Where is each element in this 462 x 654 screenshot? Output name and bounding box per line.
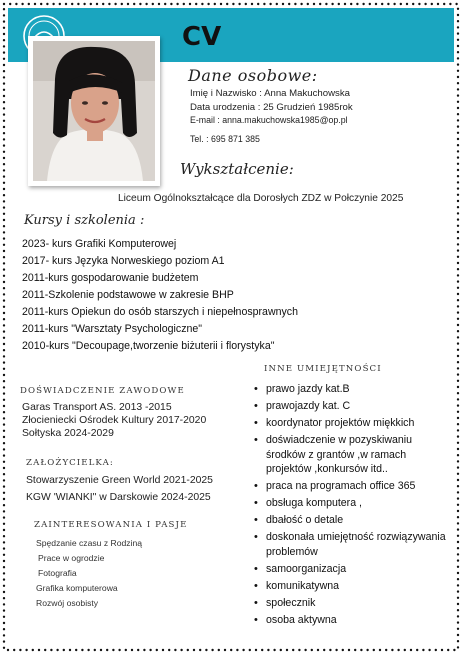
interests-heading: ZAINTERESOWANIA I PASJE <box>34 520 188 530</box>
list-item: • dbałość o detale <box>254 513 454 528</box>
interests-list <box>36 536 142 611</box>
list-item: • prawojazdy kat. C <box>254 399 454 414</box>
other-skills-list <box>254 382 454 630</box>
experience-list <box>22 401 206 440</box>
list-item: 2011-kurs "Warsztaty Psychologiczne" <box>22 323 203 335</box>
list-item: 2017- kurs Języka Norweskiego poziom A1 <box>22 255 225 267</box>
list-item: • samoorganizacja <box>254 562 454 577</box>
portrait-photo <box>33 41 155 181</box>
list-item: Złocieniecki Ośrodek Kultury 2017-2020 <box>22 415 207 426</box>
list-item: 2010-kurs "Decoupage,tworzenie biżuterii i florystyka" <box>22 340 275 352</box>
experience-heading: DOŚWIADCZENIE ZAWODOWE <box>20 386 185 396</box>
birth-date-line: Data urodzenia : 25 Grudzień 1985rok <box>190 102 353 113</box>
phone-line: Tel. : 695 871 385 <box>190 134 260 144</box>
list-item: • koordynator projektów miękkich <box>254 416 454 431</box>
list-item: KGW 'WIANKI" w Darskowie 2024-2025 <box>26 492 211 503</box>
list-item: Prace w ogrodzie <box>38 553 105 563</box>
list-item: • praca na programach office 365 <box>254 479 454 494</box>
list-item: Spędzanie czasu z Rodziną <box>36 538 143 548</box>
personal-data-heading: Dane osobowe: <box>188 66 318 85</box>
list-item: Garas Transport AS. 2013 -2015 <box>22 402 172 413</box>
portrait-icon <box>33 41 155 181</box>
photo-frame <box>28 36 160 186</box>
list-item: Rozwój osobisty <box>36 598 99 608</box>
list-item: 2011-kurs gospodarowanie budżetem <box>22 272 199 284</box>
list-item: • doświadczenie w pozyskiwaniu środków z grantów ,w ramach projektów ,konkursów itd.. <box>254 433 454 477</box>
list-item: 2011-kurs Opiekun do osób starszych i niepełnosprawnych <box>22 306 298 318</box>
list-item: 2023- kurs Grafiki Komputerowej <box>22 238 177 250</box>
list-item: Sołtyska 2024-2029 <box>22 428 114 439</box>
founder-list <box>26 472 213 506</box>
list-item: Grafika komputerowa <box>36 583 118 593</box>
courses-heading: Kursy i szkolenia : <box>24 213 145 228</box>
other-skills-heading: INNE UMIEJĘTNOŚCI <box>264 364 382 374</box>
list-item: Fotografia <box>38 568 77 578</box>
list-item: • komunikatywna <box>254 579 454 594</box>
page-title: CV <box>182 22 222 52</box>
email-line: E-mail : anna.makuchowska1985@op.pl <box>190 115 348 125</box>
list-item: • doskonała umiejętność rozwiązywania problemów <box>254 530 454 559</box>
education-school: Liceum Ogólnokształcące dla Dorosłych ZDZ w Połczynie 2025 <box>118 193 404 204</box>
founder-heading: ZAŁOŻYCIELKA: <box>26 458 114 468</box>
list-item: 2011-Szkolenie podstawowe w zakresie BHP <box>22 289 234 301</box>
courses-list <box>22 236 298 355</box>
education-heading: Wykształcenie: <box>180 160 294 178</box>
list-item: • społecznik <box>254 596 454 611</box>
name-line: Imię i Nazwisko : Anna Makuchowska <box>190 88 350 99</box>
list-item: Stowarzyszenie Green World 2021-2025 <box>26 475 213 486</box>
list-item: • prawo jazdy kat.B <box>254 382 454 397</box>
list-item: • osoba aktywna <box>254 613 454 628</box>
list-item: • obsługa komputera , <box>254 496 454 511</box>
